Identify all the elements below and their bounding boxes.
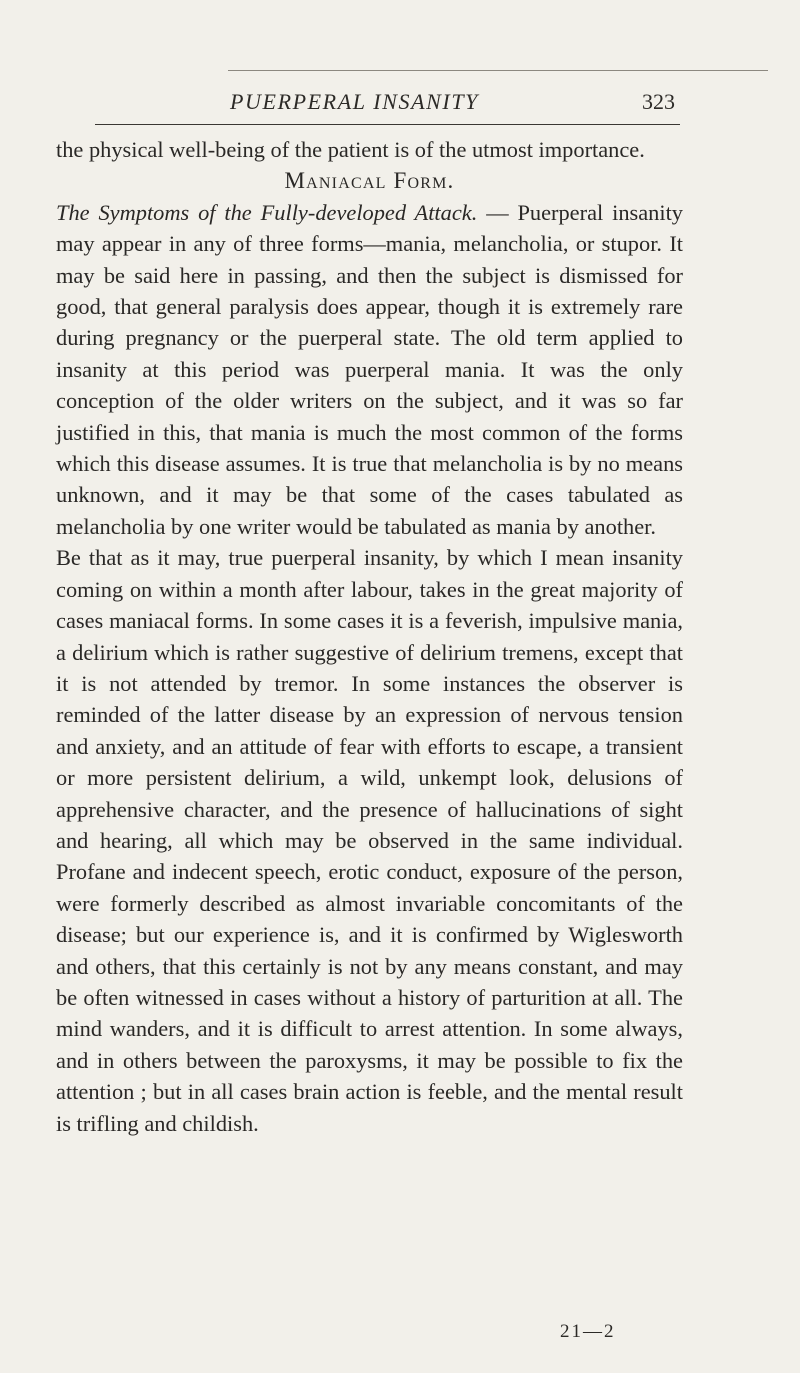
run-in-heading: The Symptoms of the Fully-developed Attack.: [56, 199, 478, 225]
opening-paragraph: the physical well-being of the patient is of the utmost importance.: [56, 137, 645, 162]
top-edge-rule: [228, 70, 768, 71]
paragraph-symptoms-text: — Puerperal insanity may appear in any of three forms—mania, melancholia, or stupor. It may be said here in passing, and then the subject is dismissed for good, that general paralysis does appear, though it is extremely rare during pregnancy or the puerperal state. The old term applied to insanity at this period was puerperal mania. It was the only conception of the older writers on the subject, and it was so far justified in this, that mania is much the most common of the forms which this disease assumes. It is true that melancholia is by no means unknown, and it may be that some of the cases tabulated as melancholia by one writer would be tabulated as mania by another.: [56, 199, 683, 539]
running-title: PUERPERAL INSANITY: [230, 89, 480, 114]
body-text: [56, 134, 683, 1139]
paragraph-symptoms: [56, 197, 683, 542]
header-rule: [95, 124, 680, 125]
signature-mark: 21—2: [560, 1321, 616, 1342]
page-header: [100, 89, 675, 123]
section-heading: Maniacal Form.: [284, 168, 455, 194]
page-number: 323: [642, 89, 675, 114]
paragraph-maniacal-forms: Be that as it may, true puerperal insanity, by which I mean insanity coming on within a month after labour, takes in the great majority of cases maniacal forms. In some cases it is a feverish, impulsive mania, a delirium which is rather suggestive of delirium tremens, except that it is not attended by tremor. In some instances the observer is reminded of the latter disease by an expression of nervous tension and anxiety, and an attitude of fear with efforts to escape, a transient or more persistent delirium, a wild, unkempt look, delusions of apprehensive character, and the presence of hallucinations of sight and hearing, all which may be observed in the same individual. Profane and indecent speech, erotic conduct, exposure of the person, were formerly described as almost invariable concomitants of the disease; but our experience is, and it is confirmed by Wiglesworth and others, that this certainly is not by any means constant, and may be often witnessed in cases without a history of parturition at all. The mind wanders, and it is difficult to arrest attention. In some always, and in others between the paroxysms, it may be possible to fix the attention ; but in all cases brain action is feeble, and the mental result is trifling and childish.: [56, 545, 683, 1136]
